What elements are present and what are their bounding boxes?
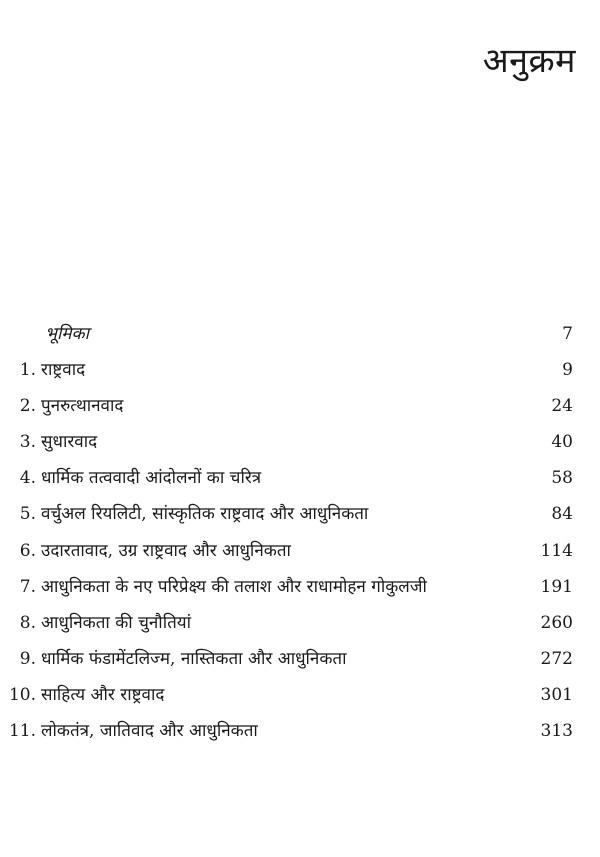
toc-entry-title: भूमिका <box>45 324 89 344</box>
toc-entry-title: वर्चुअल रियलिटी, सांस्कृतिक राष्ट्रवाद और आधुनिकता <box>41 504 369 525</box>
toc-entry <box>0 713 600 749</box>
toc-entry-number: 8. <box>19 612 36 633</box>
toc-entry <box>0 569 600 605</box>
toc-entry <box>0 605 600 641</box>
toc-entry-number: 11. <box>8 721 36 742</box>
toc-entry <box>0 496 600 532</box>
toc-entry-page: 7 <box>562 324 573 344</box>
toc-entry-page: 313 <box>540 721 573 742</box>
toc-entry <box>0 677 600 713</box>
toc-entry-number: 1. <box>19 360 36 381</box>
toc-entry-title: उदारतावाद, उग्र राष्ट्रवाद और आधुनिकता <box>41 540 291 561</box>
toc-entry-page: 301 <box>540 684 573 705</box>
toc-entry <box>0 641 600 677</box>
toc-entry-page: 9 <box>562 360 573 381</box>
toc-entry-title: राष्ट्रवाद <box>41 360 86 381</box>
toc-entry-number: 9. <box>19 648 36 669</box>
toc-entry-number: 10. <box>8 684 36 705</box>
toc-entry-page: 191 <box>540 576 573 597</box>
toc-entry-number: 2. <box>19 396 36 417</box>
toc-entry <box>0 352 600 388</box>
toc-entry-number: 5. <box>19 504 36 525</box>
toc-entry-page: 260 <box>540 612 573 633</box>
toc-entry-title: सुधारवाद <box>41 432 98 453</box>
page-title: अनुक्रम <box>482 41 576 81</box>
toc-entry-title: आधुनिकता की चुनौतियां <box>41 612 192 633</box>
toc-entry-page: 40 <box>551 432 573 453</box>
toc-entry-number: 3. <box>19 432 36 453</box>
toc-entry-title: धार्मिक तत्ववादी आंदोलनों का चरित्र <box>41 468 262 489</box>
toc-entry-title: धार्मिक फंडामेंटलिज्म, नास्तिकता और आधुनिकता <box>41 648 347 669</box>
toc-entry-preface <box>0 316 600 352</box>
table-of-contents <box>0 316 600 749</box>
toc-entry-page: 272 <box>540 648 573 669</box>
toc-entry <box>0 424 600 460</box>
toc-entry-page: 58 <box>551 468 573 489</box>
toc-entry-title: लोकतंत्र, जातिवाद और आधुनिकता <box>41 721 258 742</box>
toc-entry-page: 114 <box>540 540 573 561</box>
toc-entry-number: 6. <box>19 540 36 561</box>
toc-entry-title: साहित्य और राष्ट्रवाद <box>41 684 165 705</box>
toc-entry-number: 4. <box>19 468 36 489</box>
toc-entry-title: पुनरुत्थानवाद <box>41 396 124 417</box>
toc-entry-page: 84 <box>551 504 573 525</box>
toc-entry <box>0 460 600 496</box>
toc-entry <box>0 388 600 424</box>
toc-entry-number: 7. <box>19 576 36 597</box>
toc-entry-page: 24 <box>551 396 573 417</box>
toc-entry-title: आधुनिकता के नए परिप्रेक्ष्य की तलाश और राधामोहन गोकुलजी <box>41 576 427 597</box>
toc-entry <box>0 533 600 569</box>
